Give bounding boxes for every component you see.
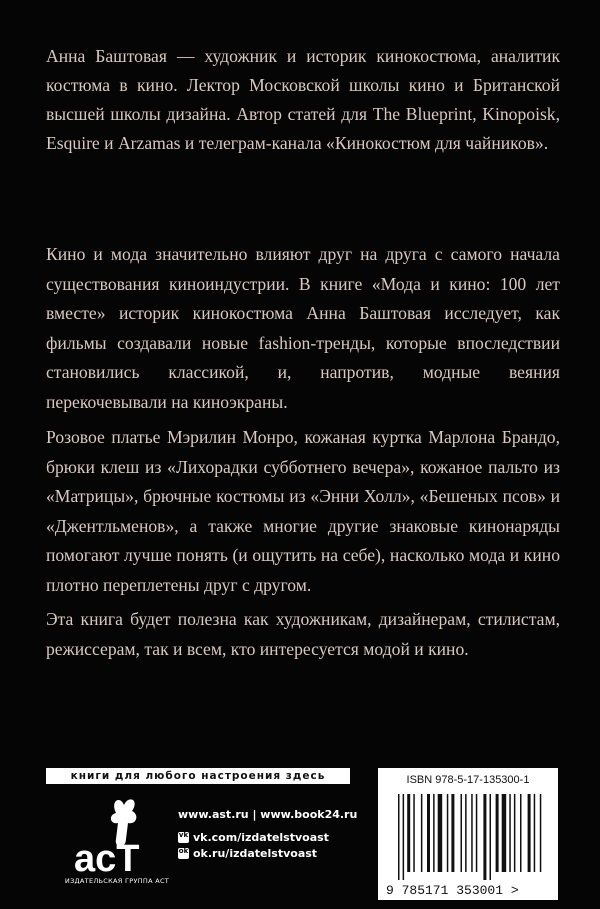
ok-link[interactable]	[178, 847, 357, 860]
barcode-bar	[433, 794, 435, 872]
vk-url[interactable]: vk.com/izdatelstvoast	[193, 831, 329, 844]
publisher-slogan: книги для любого настроения здесь	[46, 768, 350, 784]
barcode-bar	[514, 794, 516, 872]
barcode-bar	[520, 794, 522, 872]
barcode-bar	[534, 794, 536, 872]
publisher-name: ИЗДАТЕЛЬСКАЯ ГРУППА АСТ	[64, 877, 170, 885]
annotation-paragraph: Розовое платье Мэрилин Монро, кожаная куртка Марлона Брандо, брюки клеш из «Лихорадки субботнего вечера», кожаное пальто из «Матрицы», брючные костюмы из «Энни Холл», «Бешеных псов» и «Джентльменов», а также многие другие знаковые кинонаряды помогают лучше понять (и ощутить на себе), насколько мода и кино плотно переплетены друг с другом.	[46, 427, 560, 595]
barcode-bar	[465, 794, 467, 872]
annotation-paragraph: Кино и мода значительно влияют друг на друга с самого начала существования киноиндустрии. В книге «Мода и кино: 100 лет вместе» историк кинокостюма Анна Баштовая исследует, как фильмы создавали новые fashion-тренды, которые впоследствии становились классикой, и, напротив, модные веяния перекочевывали на киноэкраны.	[46, 244, 560, 412]
isbn-barcode	[378, 768, 558, 900]
annotation-paragraph: Эта книга будет полезна как художникам, дизайнерам, стилистам, режиссерам, так и всем, кто интересуется модой и кино.	[46, 609, 560, 659]
vk-icon: vk	[178, 832, 189, 843]
barcode-bar	[540, 794, 542, 872]
barcode-bar	[496, 794, 499, 872]
barcode-bar	[490, 794, 492, 880]
barcode-bar	[476, 794, 478, 872]
author-bio: Анна Баштовая — художник и историк кинокостюма, аналитик костюма в кино. Лектор Московской школы кино и Британской высшей школы дизайна. Автор статей для The Blueprint, Kinopoisk, Esquire и Arzamas и телеграм-канала «Кинокостюм для чайников».	[46, 46, 560, 153]
barcode-bar	[421, 794, 423, 872]
barcode-bar	[447, 794, 449, 872]
barcode-bar	[407, 794, 410, 872]
logo-text: acT	[74, 838, 140, 880]
isbn-label: ISBN 978-5-17-135300-1	[406, 774, 530, 786]
barcode-bar	[461, 794, 463, 872]
barcode-bar	[398, 794, 400, 880]
publisher-logo	[72, 793, 152, 883]
website-links[interactable]: www.ast.ru | www.book24.ru	[178, 808, 358, 821]
barcode-bar	[438, 794, 443, 872]
barcode-bar	[451, 794, 454, 872]
barcode-image	[378, 790, 558, 900]
barcode-bar	[471, 794, 473, 872]
barcode-bar	[403, 794, 405, 880]
barcode-bar	[413, 794, 415, 872]
ok-icon: ok	[178, 848, 189, 859]
barcode-digits: 9 785171 353001 >	[386, 883, 519, 898]
barcode-bar	[427, 794, 430, 872]
publisher-links	[178, 808, 357, 863]
barcode-bar	[528, 794, 531, 872]
book-annotation	[46, 240, 560, 669]
vk-link[interactable]	[178, 831, 357, 844]
barcode-bar	[483, 794, 486, 880]
barcode-bar	[502, 794, 507, 872]
barcode-bar	[509, 794, 511, 872]
ok-url[interactable]: ok.ru/izdatelstvoast	[193, 847, 318, 860]
